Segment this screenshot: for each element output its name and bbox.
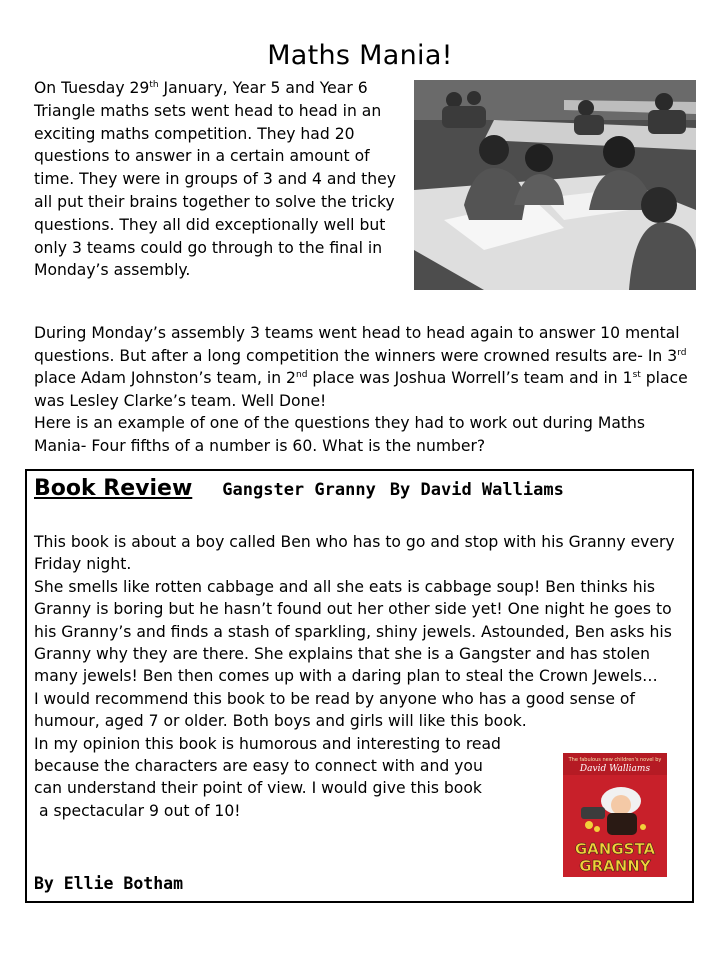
page-title: Maths Mania! [267,40,453,72]
results-line-1: During Monday’s assembly 3 teams went head to head again to answer 10 mental questions. But after a long competition the winners were crowned results are- In 3 [34,324,680,365]
cover-author-text: David Walliams [579,764,651,774]
review-paragraph-2: She smells like rotten cabbage and all she eats is cabbage soup! Ben thinks his Granny is boring but he hasn’t found out her other side yet! One night he goes to his Granny’s and finds a stash of sparkling, shiny jewels. Astounded, Ben asks his Granny why they are there. She explains that she is a Gangster and has stolen many jewels! Ben then comes up with a daring plan to steal the Crown Jewels… [34,577,672,686]
intro-paragraph [34,77,406,282]
results-line-2: place Adam Johnston’s team, in 2 [34,369,296,388]
intro-date-prefix: On Tuesday 29 [34,79,150,97]
review-opinion-line-3: can understand their point of view. I would give this book [34,779,482,798]
results-line-4: place was Lesley Clarke’s team. Well Done! [34,369,688,410]
review-paragraph-1: This book is about a boy called Ben who has to go and stop with his Granny every Friday night. [34,533,675,574]
results-sup-3: st [632,370,641,381]
book-title: Gangster Granny [222,480,376,500]
book-cover-illustration [563,753,667,877]
classroom-photo [414,80,696,290]
cover-title-line-2: GRANNY [579,857,651,875]
review-opinion-line-1: In my opinion this book is humorous and interesting to read [34,734,501,753]
maths-question: Here is an example of one of the questions they had to work out during Maths Mania- Four fifths of a number is 60. What is the number? [34,414,646,455]
results-sup-1: rd [677,347,687,358]
review-opinion-line-4: a spectacular 9 out of 10! [34,801,241,820]
classroom-photo-image [414,80,696,290]
book-author: By David Walliams [389,480,564,500]
review-opinion-line-2: because the characters are easy to connect with and you [34,757,483,776]
review-paragraph-3: I would recommend this book to be read by anyone who has a good sense of humour, aged 7 or older. Both boys and girls will like this book. [34,689,635,731]
book-cover-image [563,753,667,877]
review-byline: By Ellie Botham [34,874,184,893]
book-review-heading [34,476,694,501]
results-line-3: place was Joshua Worrell’s team and in 1 [307,369,633,388]
results-paragraph [34,322,694,458]
intro-date-suffix: th [149,80,159,90]
cover-top-text: The fabulous new children's novel by [568,757,662,763]
book-review-label: Book Review [34,476,193,501]
results-text [34,322,694,412]
cover-title-line-1: GANGSTA [574,840,656,858]
results-sup-2: nd [295,370,308,381]
intro-text: January, Year 5 and Year 6 Triangle maths sets went head to head in an exciting maths competition. They had 20 questions to answer in a certain amount of time. They were in groups of 3 and 4 and they all put their brains together to solve the tricky questions. They all did exceptionally well but only 3 teams could go through to the final in Monday’s assembly. [34,79,396,280]
